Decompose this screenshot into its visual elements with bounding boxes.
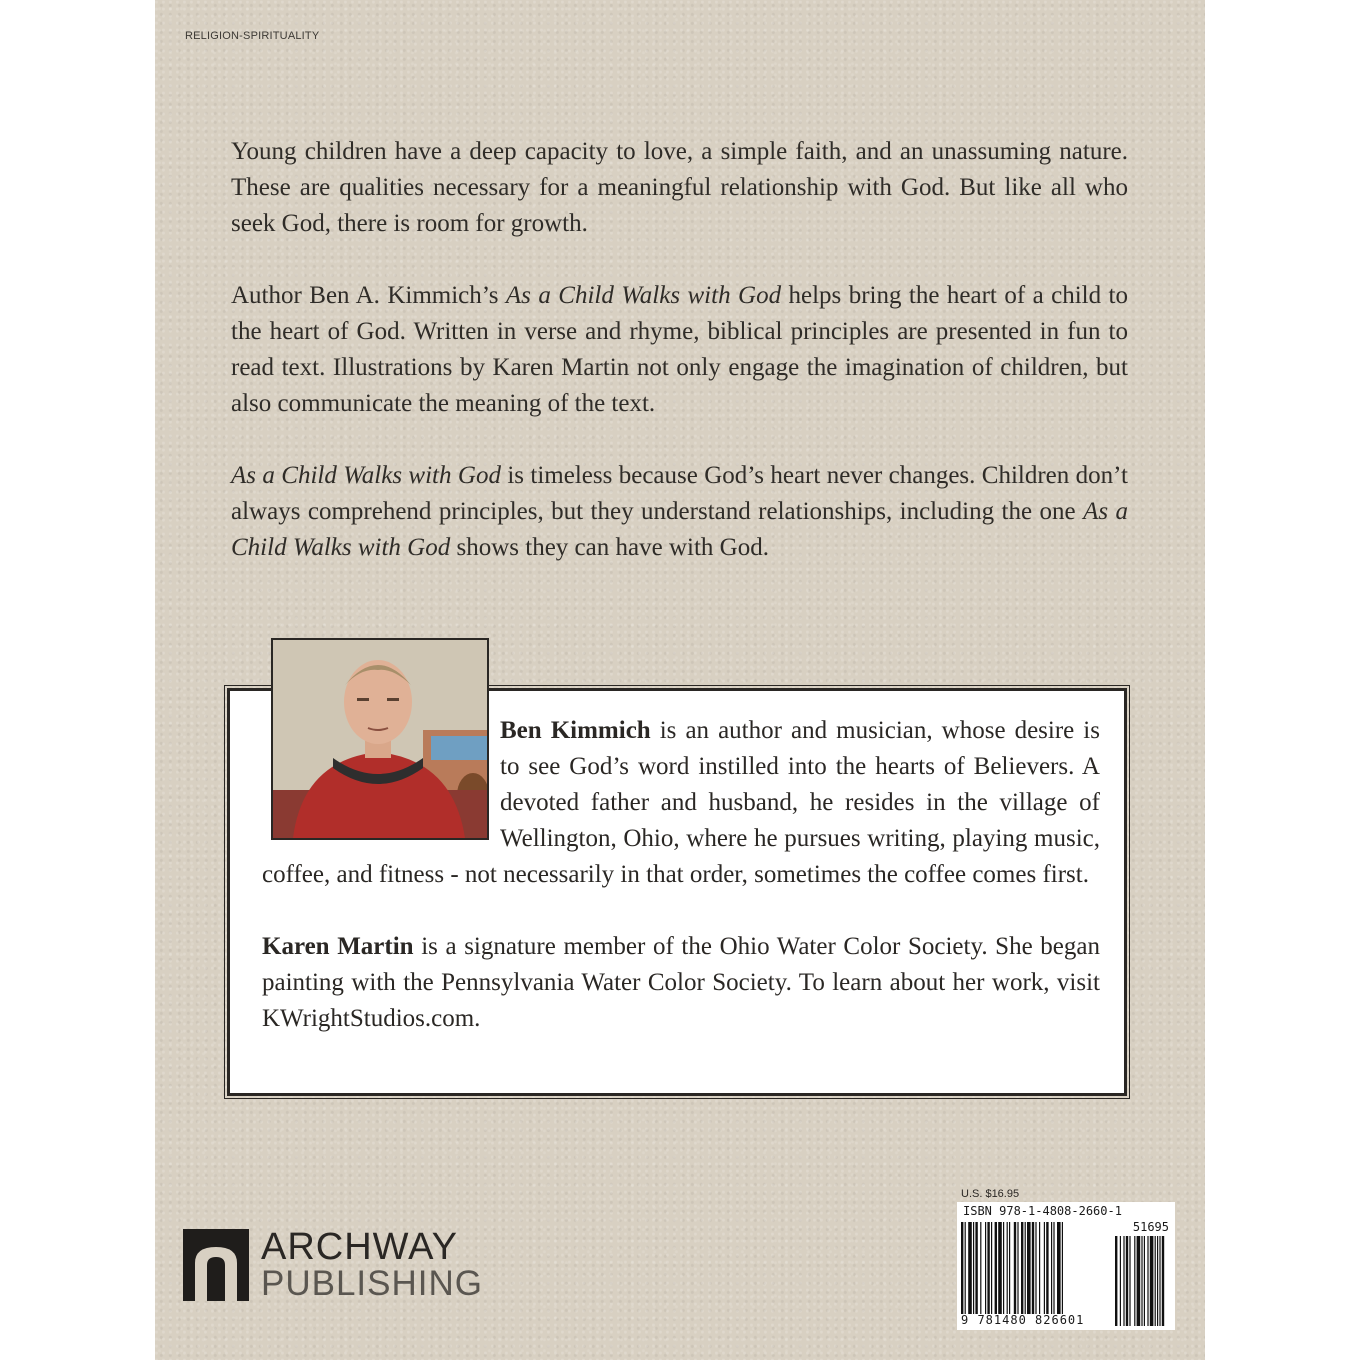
blurb-paragraph-2: [231, 278, 1128, 422]
blurb-text: Author Ben A. Kimmich’s: [231, 282, 506, 309]
illustrator-name: Karen Martin: [262, 933, 414, 960]
barcode-bars: [957, 1202, 1175, 1330]
blurb: [231, 134, 1128, 602]
book-title: As a Child Walks with God: [231, 462, 501, 489]
price-label: U.S. $16.95: [961, 1188, 1020, 1200]
category-label: RELIGION-SPIRITUALITY: [185, 30, 320, 42]
publisher-name: [261, 1228, 483, 1302]
book-title: As a Child Walks with God: [231, 498, 1129, 561]
blurb-paragraph-3: [231, 458, 1128, 566]
book-title: As a Child Walks with God: [505, 282, 782, 309]
blurb-text: shows they can have with God.: [450, 534, 769, 561]
author-bio-text: is an author and musician, whose desire is to see God’s word instilled into the hearts of Believers. A devoted father and husband, he resides in the village of Wellington, Ohio, where he pursues writing, playing music, coffee, and fitness - not necessarily in that order, sometimes the coffee comes first.: [262, 717, 1100, 888]
author-photo: [271, 638, 489, 840]
barcode-digits: 9 781480 826601: [961, 1313, 1085, 1327]
illustrator-bio-text: is a signature member of the Ohio Water Color Society. She began painting with the Pennsylvania Water Color Society. To learn about her work, visit KWrightStudios.com.: [262, 933, 1100, 1032]
barcode-addon: 51695: [1132, 1220, 1169, 1234]
archway-logo-icon: [183, 1229, 249, 1301]
publisher-name-line2: PUBLISHING: [261, 1264, 483, 1303]
author-name: Ben Kimmich: [500, 717, 651, 744]
publisher-name-line1: ARCHWAY: [261, 1226, 458, 1268]
blurb-text: is timeless because God’s heart never changes. Children don’t always comprehend principles, but they understand relationships, including the one: [231, 462, 1128, 525]
blurb-paragraph-1: Young children have a deep capacity to love, a simple faith, and an unassuming nature. These are qualities necessary for a meaningful relationship with God. But like all who seek God, there is room for growth.: [231, 138, 1128, 237]
book-back-cover: [155, 0, 1205, 1360]
isbn-label: ISBN 978-1-4808-2660-1: [963, 1204, 1122, 1218]
blurb-text: helps bring the heart of a child to the heart of God. Written in verse and rhyme, biblical principles are presented in fun to read text. Illustrations by Karen Martin not only engage the imagination of children, but also communicate the meaning of the text.: [231, 282, 1128, 417]
barcode: [957, 1202, 1175, 1330]
publisher-logo: [183, 1228, 483, 1302]
illustrator-bio: [262, 929, 1100, 1037]
